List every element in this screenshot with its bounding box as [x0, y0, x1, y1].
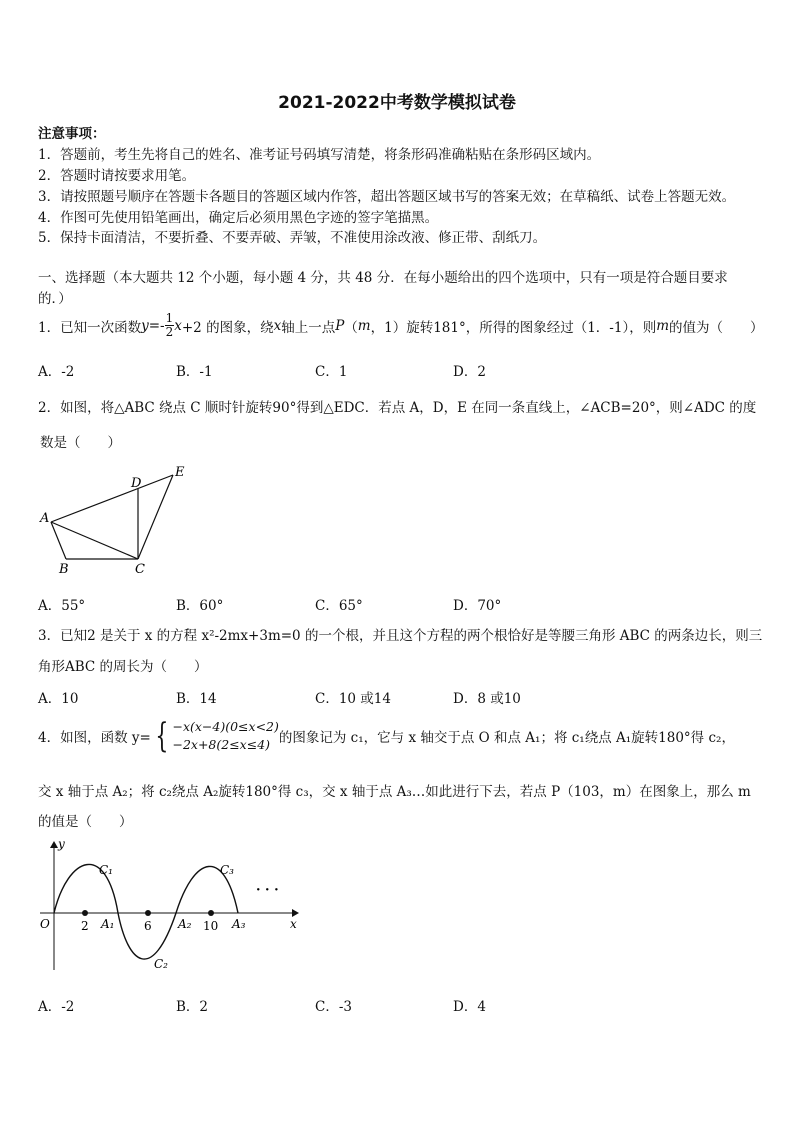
q1-x: x: [174, 317, 182, 334]
question-4-line1: [38, 718, 735, 754]
q2-label-a: A: [40, 511, 50, 526]
q4-cases: [172, 718, 278, 754]
q3-option-a[interactable]: A．10: [38, 691, 79, 707]
q1-post1: +2 的图象，绕: [181, 319, 274, 336]
q2-seg-ae: [51, 475, 173, 522]
q1-P: P: [335, 317, 345, 334]
q4-label-a3: A₃: [232, 917, 246, 931]
q2-option-d[interactable]: D．70°: [453, 598, 502, 614]
question-1-stem: [38, 312, 764, 339]
q3-option-c[interactable]: C．10 或14: [315, 691, 391, 707]
q2-triangle-figure: [36, 462, 206, 580]
q4-function-graph: [36, 836, 306, 976]
q4-label-o: O: [40, 917, 50, 931]
q2-label-d: D: [131, 476, 142, 491]
q4-tick-10: 10: [203, 919, 219, 933]
q4-point-10: [208, 910, 214, 916]
q4-label-y: y: [58, 837, 65, 851]
q2-option-b[interactable]: B．60°: [176, 598, 224, 614]
q1-fraction-den: 2: [165, 325, 174, 339]
q4-option-d[interactable]: D．4: [453, 999, 486, 1015]
section-heading-line2: 的．）: [38, 291, 72, 307]
notice-item-2: 2．答题时请按要求用笔。: [38, 168, 196, 184]
q4-brace-icon: {: [155, 716, 169, 756]
q2-option-c[interactable]: C．65°: [315, 598, 363, 614]
q1-eq: =-: [148, 317, 165, 334]
q1-post4: 的值为（ ）: [669, 319, 764, 336]
q4-label-c1: C₁: [99, 863, 113, 877]
notice-item-1: 1．答题前，考生先将自己的姓名、准考证号码填写清楚，将条形码准确粘贴在条形码区域内。: [38, 147, 601, 163]
q3-option-b[interactable]: B．14: [176, 691, 217, 707]
q4-case-1: −x(x−4)(0≤x<2): [172, 719, 279, 734]
q1-x2: x: [273, 317, 282, 334]
question-4-line3: 的值是（ ）: [38, 814, 133, 830]
q4-option-b[interactable]: B．2: [176, 999, 209, 1015]
q2-seg-ec: [138, 475, 173, 559]
question-4-line2: 交 x 轴于点 A₂；将 c₂绕点 A₂旋转180°得 c₃，交 x 轴于点 A₃…如此进行下去，若点 P（103，m）在图象上，那么 m: [38, 784, 751, 800]
q1-option-b[interactable]: B．-1: [176, 364, 213, 380]
q2-label-c: C: [135, 562, 145, 577]
q1-post2: 轴上一点: [281, 319, 336, 336]
q1-y: y: [141, 317, 149, 334]
q1-post3: ，1）旋转181°，所得的图象经过（1．-1），则: [370, 319, 657, 336]
q4-label-c2: C₂: [154, 957, 168, 971]
question-2-line2: 数是（ ）: [40, 435, 121, 451]
q4-option-a[interactable]: A．-2: [38, 999, 75, 1015]
section-heading-line1: 一、选择题（本大题共 12 个小题，每小题 4 分，共 48 分．在每小题给出的四个选项中，只有一项是符合题目要求: [38, 270, 728, 286]
q1-option-d[interactable]: D．2: [453, 364, 486, 380]
question-2-line1: 2．如图，将△ABC 绕点 C 顺时针旋转90°得到△EDC．若点 A，D，E 在同一条直线上，∠ACB=20°，则∠ADC 的度: [38, 400, 757, 416]
q1-m: m: [357, 317, 371, 334]
q2-option-a[interactable]: A．55°: [38, 598, 86, 614]
q4-point-2: [82, 910, 88, 916]
q1-option-a[interactable]: A．-2: [38, 364, 75, 380]
notice-heading: 注意事项：: [38, 126, 106, 142]
q3-option-d[interactable]: D．8 或10: [453, 691, 521, 707]
q1-option-c[interactable]: C．1: [315, 364, 348, 380]
q2-label-b: B: [59, 562, 69, 577]
q1-paren: （: [344, 319, 358, 336]
q2-label-e: E: [175, 465, 185, 480]
q1-m2: m: [656, 317, 670, 334]
notice-item-3: 3．请按照题号顺序在答题卡各题目的答题区域内作答，超出答题区域书写的答案无效；在草稿纸、试卷上答题无效。: [38, 189, 736, 205]
notice-item-4: 4．作图可先使用铅笔画出，确定后必须用黑色字迹的签字笔描黑。: [38, 210, 439, 226]
q4-piecewise: [151, 718, 279, 754]
q4-label-a2: A₂: [178, 917, 192, 931]
question-3-line2: 角形ABC 的周长为（ ）: [38, 659, 208, 675]
q4-tick-6: 6: [144, 919, 152, 933]
q4-label-x: x: [290, 917, 297, 931]
question-3-line1: 3．已知2 是关于 x 的方程 x²-2mx+3m=0 的一个根，并且这个方程的两个根恰好是等腰三角形 ABC 的两条边长，则三: [38, 628, 763, 644]
q4-point-6: [145, 910, 151, 916]
q4-label-c3: C₃: [220, 863, 234, 877]
q4-option-c[interactable]: C．-3: [315, 999, 352, 1015]
q4-case-2: −2x+8(2≤x≤4): [172, 737, 271, 752]
q4-post: 的图象记为 c₁，它与 x 轴交于点 O 和点 A₁；将 c₁绕点 A₁旋转180°得 c₂，: [278, 730, 735, 746]
notice-item-5: 5．保持卡面清洁，不要折叠、不要弄破、弄皱，不准使用涂改液、修正带、刮纸刀。: [38, 230, 547, 246]
page-title: 2021-2022中考数学模拟试卷: [278, 93, 516, 113]
q4-ellipsis: · · ·: [256, 883, 279, 898]
q1-fraction: [165, 312, 175, 339]
q4-pre: 4．如图，函数 y=: [38, 730, 151, 746]
q4-tick-2: 2: [81, 919, 89, 933]
q1-fraction-num: 1: [165, 311, 174, 325]
q1-pre: 1．已知一次函数: [38, 319, 142, 336]
q4-label-a1: A₁: [101, 917, 115, 931]
